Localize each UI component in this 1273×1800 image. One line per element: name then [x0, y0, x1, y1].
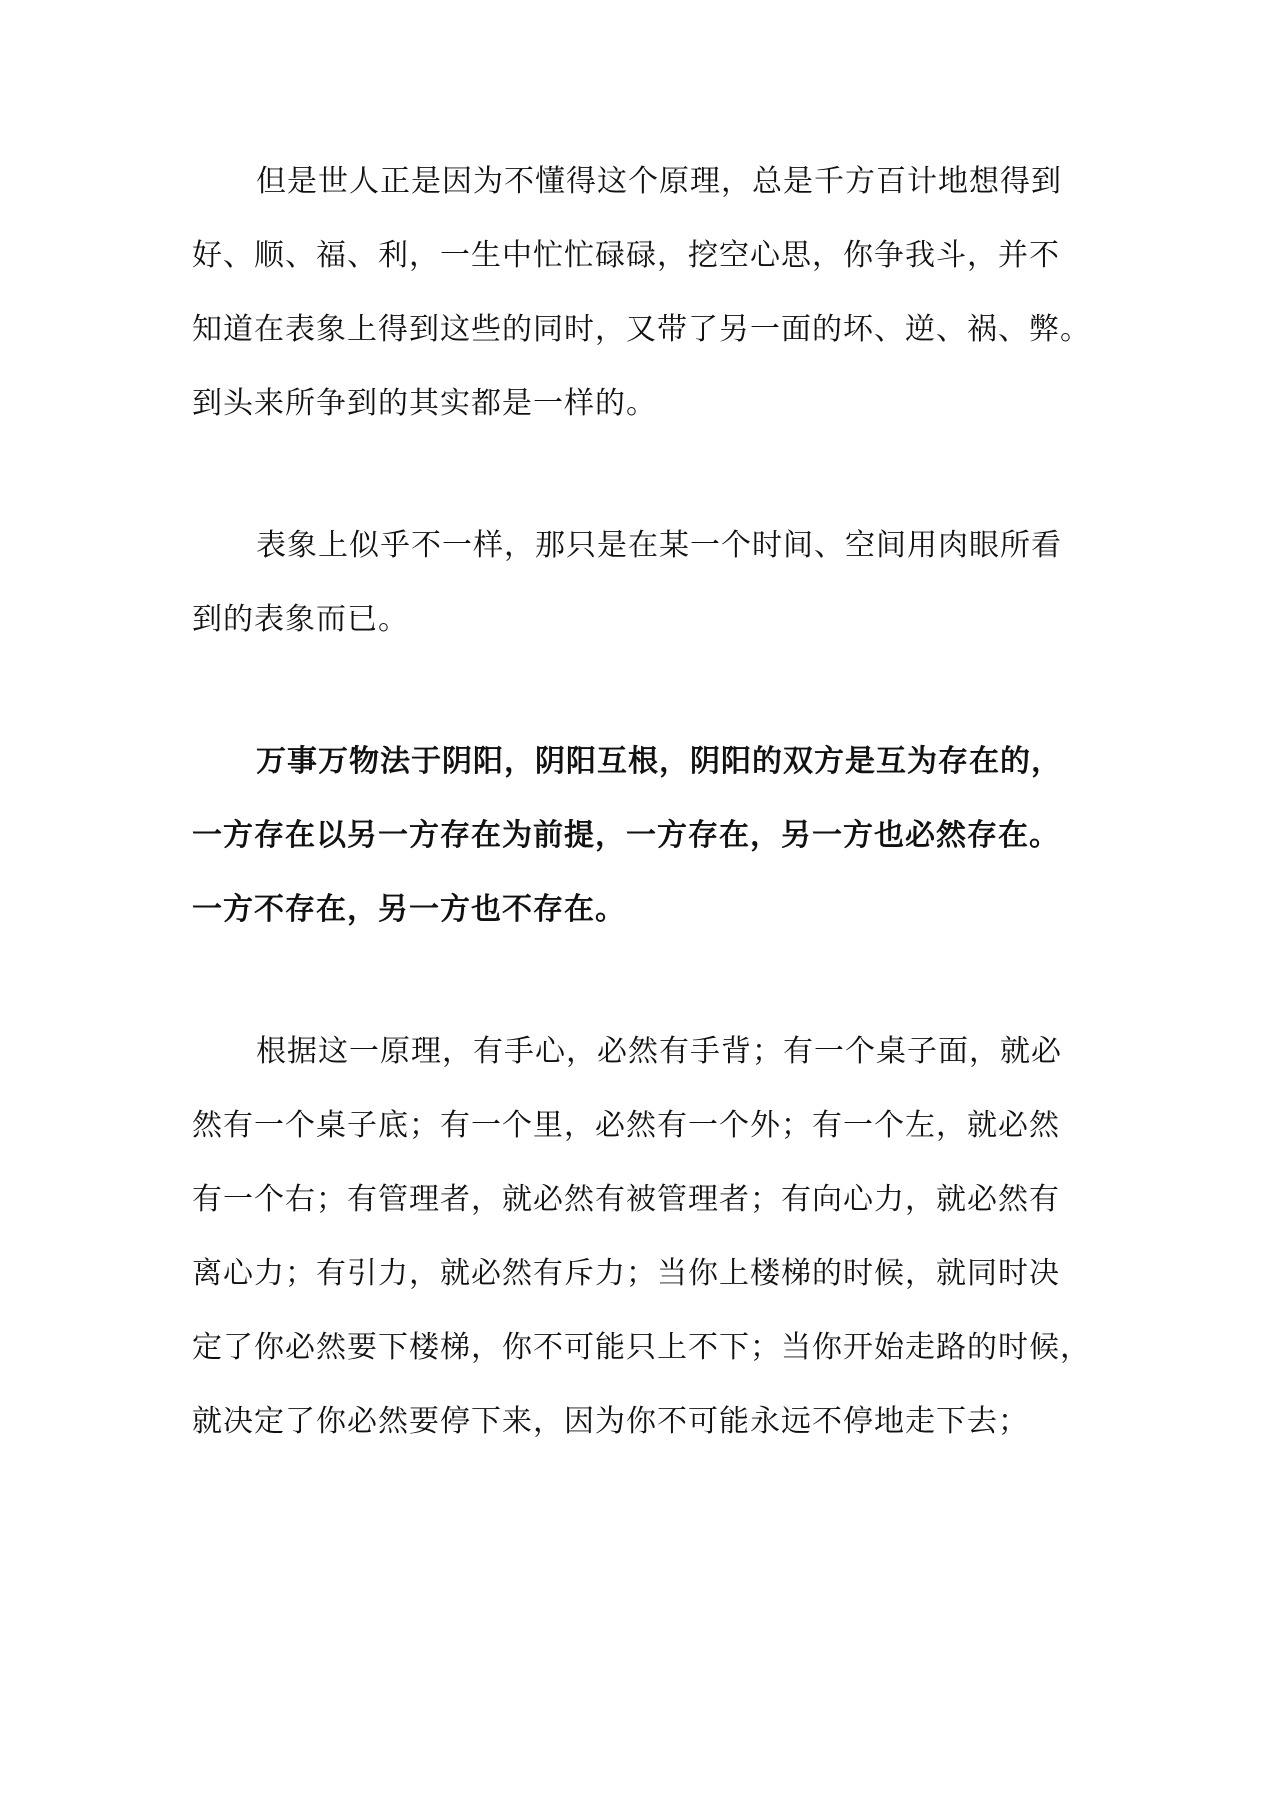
paragraph-4-line-4: 离心力；有引力，就必然有斥力；当你上楼梯的时候，就同时决 [192, 1256, 1060, 1291]
paragraph-4-line-1: 根据这一原理，有手心，必然有手背；有一个桌子面，就必 [256, 1034, 1062, 1069]
paragraph-3-line-1: 万事万物法于阴阳，阴阳互根，阴阳的双方是互为存在的， [256, 744, 1062, 779]
paragraph-4-line-5: 定了你必然要下楼梯，你不可能只上不下；当你开始走路的时候， [192, 1330, 1091, 1365]
paragraph-4-line-2: 然有一个桌子底；有一个里，必然有一个外；有一个左，就必然 [192, 1108, 1060, 1143]
paragraph-1-line-2: 好、顺、福、利，一生中忙忙碌碌，挖空心思，你争我斗，并不 [192, 238, 1060, 273]
paragraph-4-line-3: 有一个右；有管理者，就必然有被管理者；有向心力，就必然有 [192, 1182, 1060, 1217]
paragraph-3-line-2: 一方存在以另一方存在为前提，一方存在，另一方也必然存在。 [192, 818, 1060, 853]
paragraph-4-line-6: 就决定了你必然要停下来，因为你不可能永远不停地走下去； [192, 1404, 1029, 1439]
paragraph-1-line-1: 但是世人正是因为不懂得这个原理，总是千方百计地想得到 [256, 164, 1062, 199]
paragraph-2-line-2: 到的表象而已。 [192, 602, 409, 637]
paragraph-1-line-4: 到头来所争到的其实都是一样的。 [192, 386, 657, 421]
paragraph-3-line-3: 一方不存在，另一方也不存在。 [192, 892, 626, 927]
paragraph-2-line-1: 表象上似乎不一样，那只是在某一个时间、空间用肉眼所看 [256, 528, 1062, 563]
paragraph-1-line-3: 知道在表象上得到这些的同时，又带了另一面的坏、逆、祸、弊。 [192, 312, 1091, 347]
